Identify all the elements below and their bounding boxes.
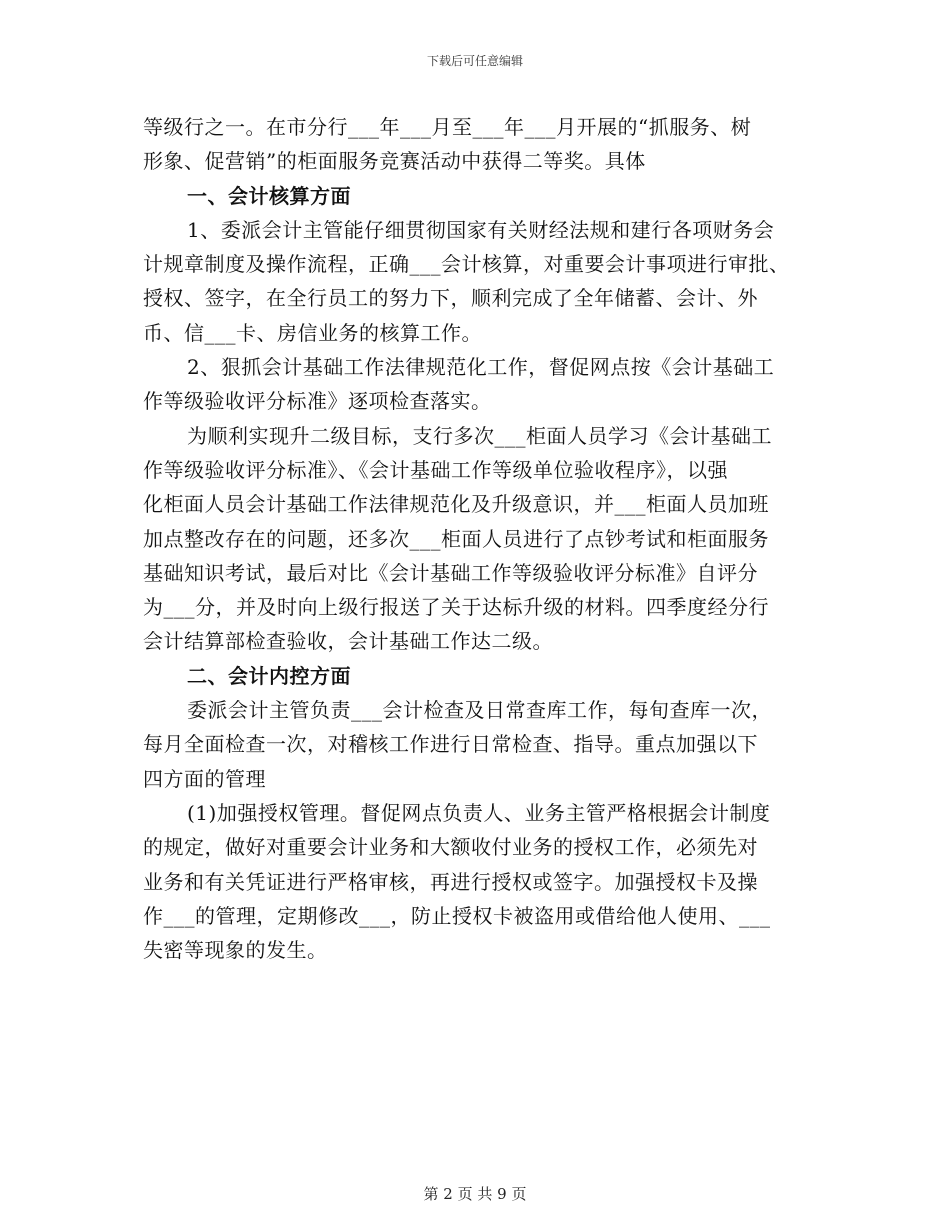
- section-heading: 二、会计内控方面: [187, 663, 351, 688]
- text-line: 委派会计主管负责___会计检查及日常查库工作，每旬查库一次，: [187, 698, 772, 723]
- text-line: 每月全面检查一次，对稽核工作进行日常检查、指导。重点加强以下: [143, 732, 758, 757]
- text-line: 化柜面人员会计基础工作法律规范化及升级意识，并___柜面人员加班: [143, 492, 769, 517]
- text-line: 加点整改存在的问题，还多次___柜面人员进行了点钞考试和柜面服务: [143, 526, 769, 551]
- text-line: 为___分，并及时向上级行报送了关于达标升级的材料。四季度经分行: [143, 595, 769, 620]
- text-line: 1、委派会计主管能仔细贯彻国家有关财经法规和建行各项财务会: [187, 217, 775, 242]
- text-line: 失密等现象的发生。: [143, 938, 328, 963]
- text-line: 的规定，做好对重要会计业务和大额收付业务的授权工作，必须先对: [143, 835, 758, 860]
- text-line: 四方面的管理: [143, 766, 266, 791]
- section-heading: 一、会计核算方面: [187, 183, 351, 208]
- text-line: 作___的管理，定期修改___，防止授权卡被盗用或借给他人使用、___: [143, 903, 771, 928]
- text-line: 会计结算部检查验收，会计基础工作达二级。: [143, 629, 553, 654]
- text-line: 授权、签字，在全行员工的努力下，顺利完成了全年储蓄、会计、外: [143, 286, 758, 311]
- page-header-note: 下载后可任意编辑: [426, 54, 523, 68]
- text-line: 等级行之一。在市分行___年___月至___年___月开展的“抓服务、树: [143, 115, 752, 139]
- text-line: 2、狠抓会计基础工作法律规范化工作，督促网点按《会计基础工: [187, 355, 775, 380]
- text-line: 形象、促营销”的柜面服务竞赛活动中获得二等奖。具体: [143, 149, 646, 174]
- text-line: 业务和有关凭证进行严格审核，再进行授权或签字。加强授权卡及操: [143, 869, 758, 894]
- text-line: 计规章制度及操作流程，正确___会计核算，对重要会计事项进行审批、: [143, 252, 790, 277]
- document-body: [143, 110, 823, 967]
- text-line: (1)加强授权管理。督促网点负责人、业务主管严格根据会计制度: [187, 800, 771, 825]
- text-line: 为顺利实现升二级目标，支行多次___柜面人员学习《会计基础工: [187, 423, 772, 448]
- page-footer: 第 2 页 共 9 页: [423, 1185, 527, 1203]
- text-line: 币、信___卡、房信业务的核算工作。: [143, 320, 482, 345]
- text-line: 作等级验收评分标准》逐项检查落实。: [143, 389, 492, 414]
- text-line: 作等级验收评分标准》、《会计基础工作等级单位验收程序》，以强: [143, 457, 728, 482]
- text-line: 基础知识考试，最后对比《会计基础工作等级验收评分标准》自评分: [143, 560, 758, 585]
